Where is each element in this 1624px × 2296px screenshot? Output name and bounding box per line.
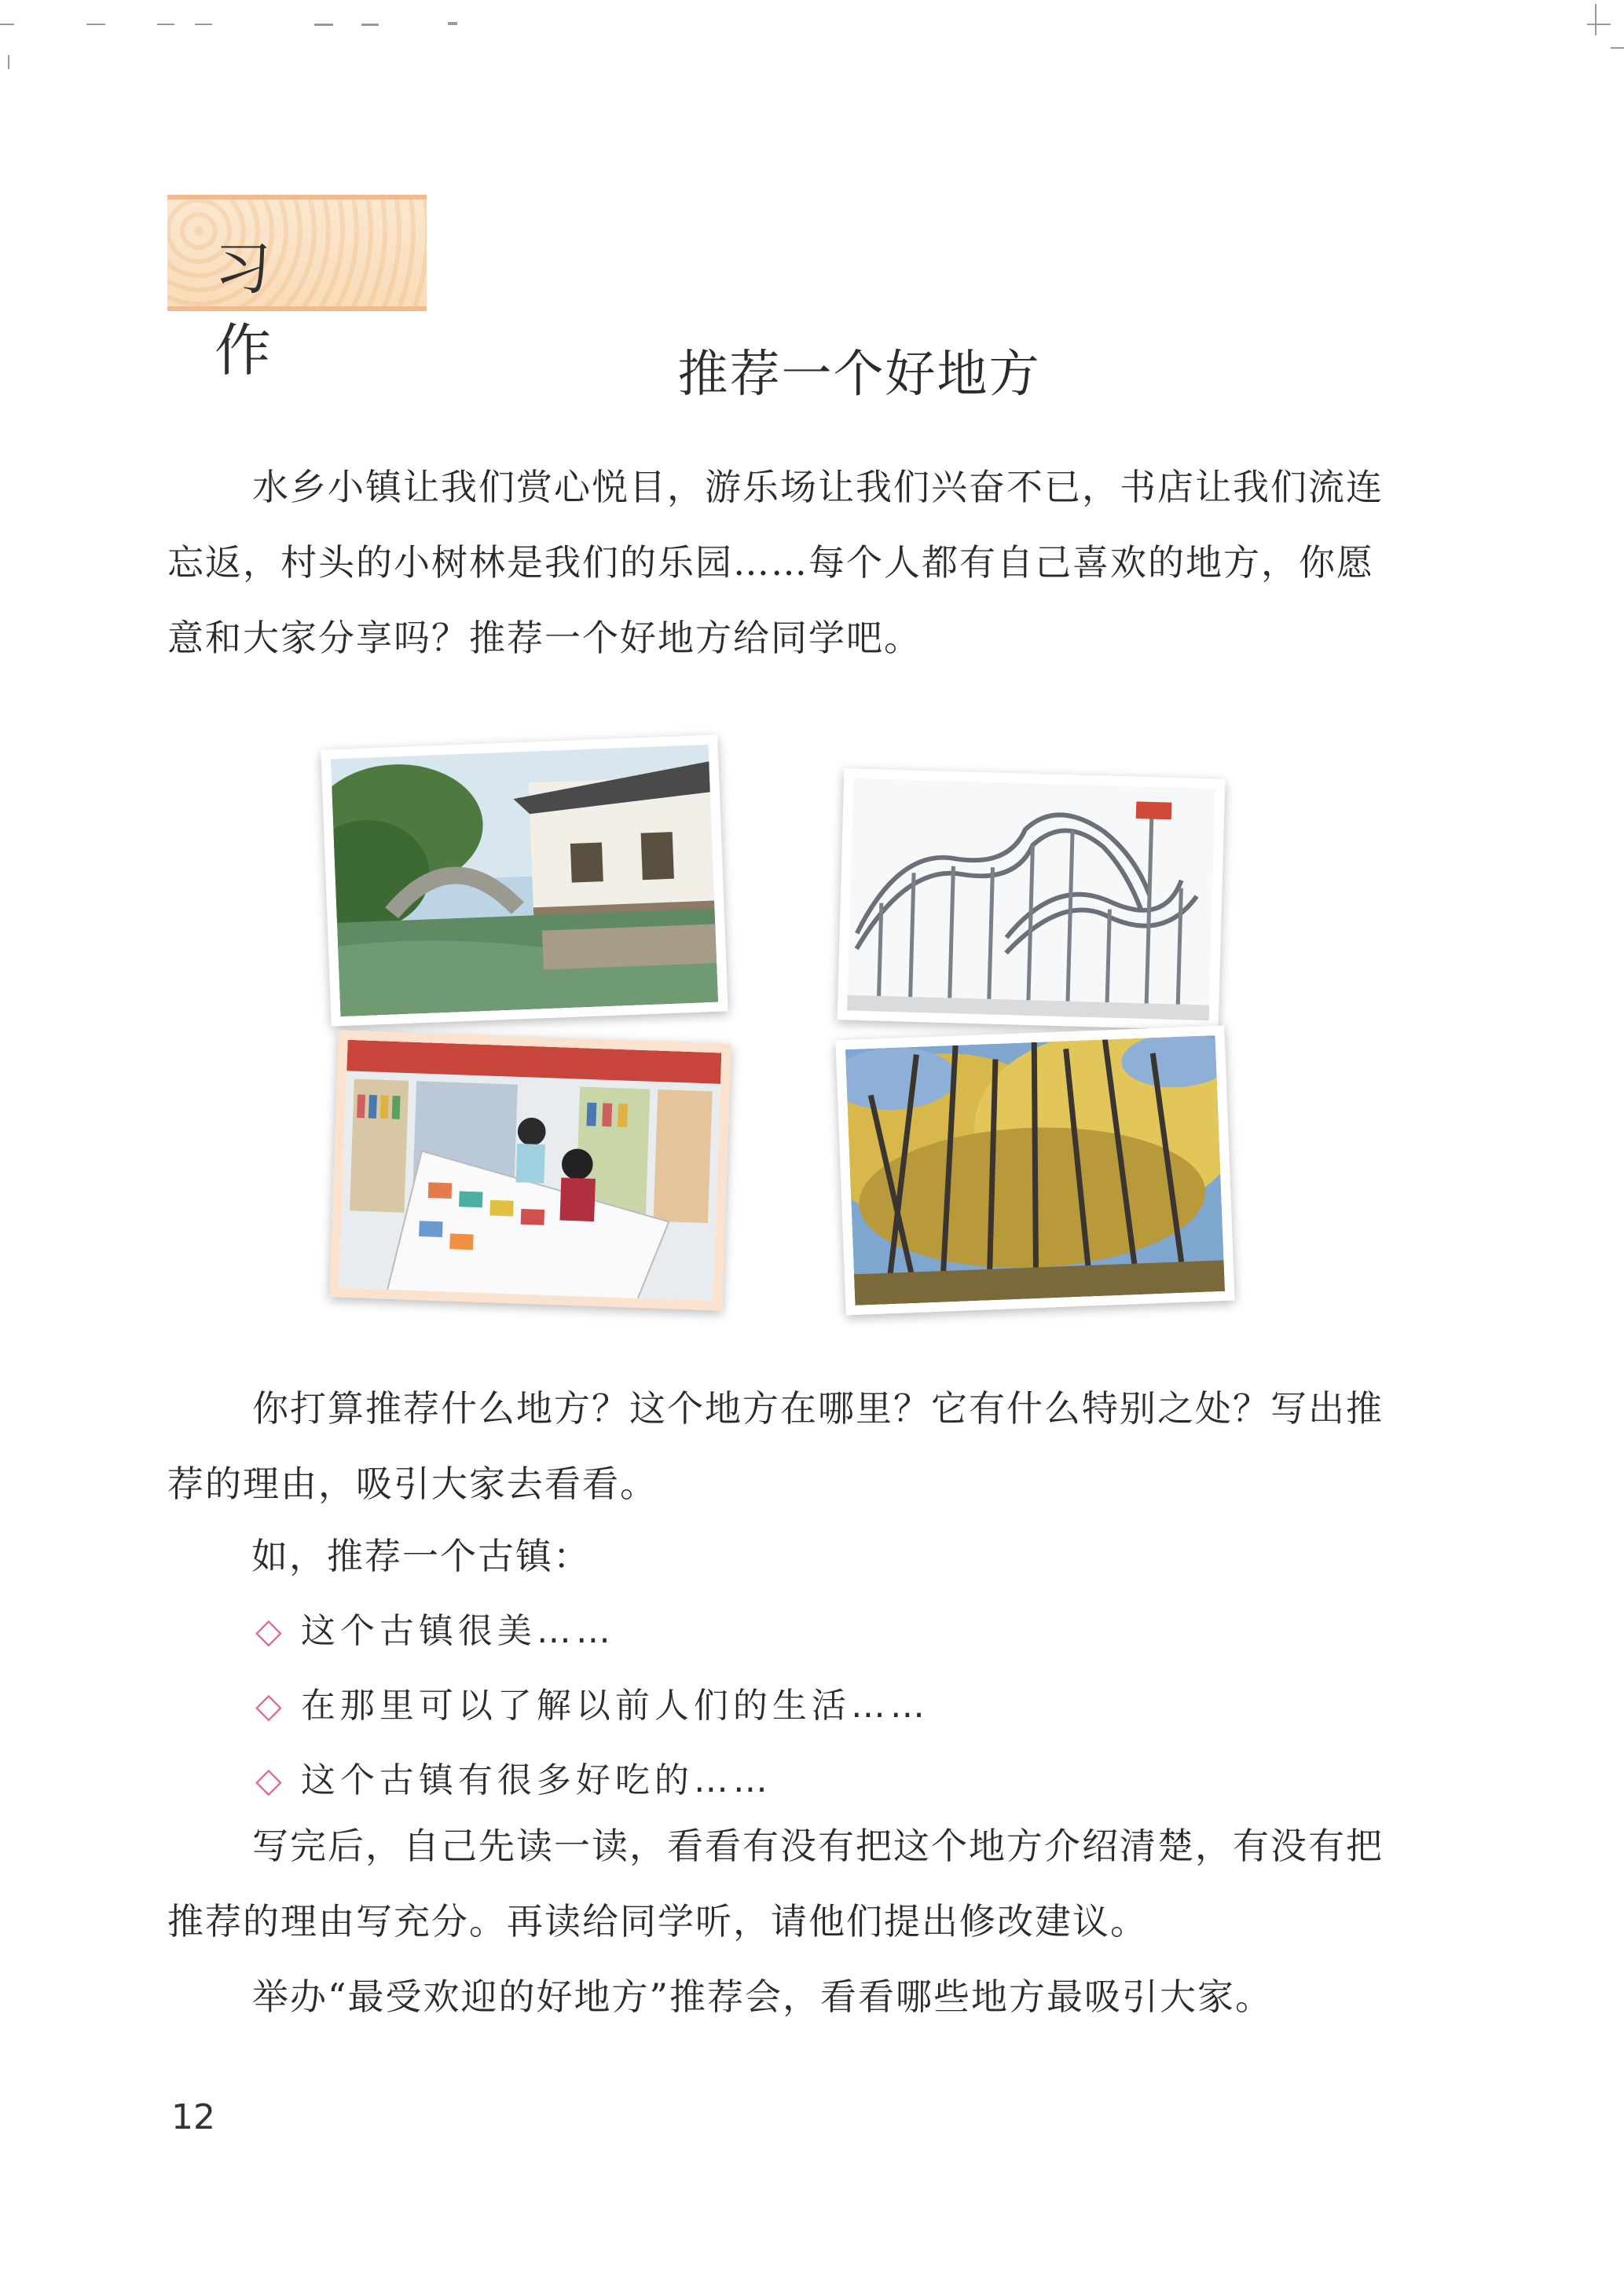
scan-mark bbox=[448, 22, 457, 25]
water-town-illustration bbox=[331, 745, 718, 1016]
scan-mark bbox=[361, 24, 379, 26]
diamond-icon: ◇ bbox=[255, 1760, 287, 1800]
section-badge bbox=[167, 195, 427, 383]
bookstore-photo bbox=[329, 1030, 731, 1310]
page-number: 12 bbox=[171, 2097, 215, 2137]
roller-coaster-illustration bbox=[847, 778, 1215, 1021]
roller-coaster-photo bbox=[838, 768, 1226, 1030]
revise-paragraph: 写完后，自己先读一读，看看有没有把这个地方介绍清楚，有没有把推荐的理由写充分。再读给同学听，请他们提出修改建议。 bbox=[167, 1825, 1384, 1943]
bookstore-illustration bbox=[339, 1040, 722, 1301]
scan-mark bbox=[1595, 4, 1597, 35]
prompt-paragraph: 你打算推荐什么地方？这个地方在哪里？它有什么特别之处？写出推荐的理由，吸引大家去看看。 bbox=[167, 1387, 1384, 1505]
example-item bbox=[255, 1752, 772, 1802]
example-item bbox=[255, 1602, 615, 1653]
example-intro: 如，推荐一个古镇： bbox=[251, 1535, 591, 1577]
forest-illustration bbox=[845, 1035, 1225, 1305]
scan-mark bbox=[0, 24, 14, 25]
water-town-photo bbox=[321, 734, 728, 1026]
scan-mark bbox=[195, 24, 212, 25]
diamond-icon: ◇ bbox=[255, 1611, 287, 1651]
scan-mark bbox=[8, 55, 9, 69]
event-paragraph: 举办“最受欢迎的好地方”推荐会，看看哪些地方最吸引大家。 bbox=[252, 1976, 1274, 2018]
forest-photo bbox=[835, 1026, 1234, 1316]
example-text: 这个古镇很美…… bbox=[300, 1611, 615, 1651]
scan-mark bbox=[157, 24, 174, 25]
diamond-icon: ◇ bbox=[255, 1686, 287, 1726]
scan-mark bbox=[314, 24, 333, 26]
scan-mark bbox=[86, 24, 105, 25]
example-item bbox=[255, 1677, 929, 1727]
section-label: 习 作 bbox=[214, 236, 310, 383]
intro-paragraph: 水乡小镇让我们赏心悦目，游乐场让我们兴奋不已，书店让我们流连忘返，村头的小树林是我们的乐园……每个人都有自己喜欢的地方，你愿意和大家分享吗？推荐一个好地方给同学吧。 bbox=[167, 466, 1384, 659]
scan-mark bbox=[1611, 47, 1624, 49]
example-text: 这个古镇有很多好吃的…… bbox=[300, 1760, 772, 1800]
example-text: 在那里可以了解以前人们的生活…… bbox=[300, 1686, 929, 1726]
lesson-title: 推荐一个好地方 bbox=[677, 346, 1041, 404]
scan-mark bbox=[1587, 24, 1611, 25]
